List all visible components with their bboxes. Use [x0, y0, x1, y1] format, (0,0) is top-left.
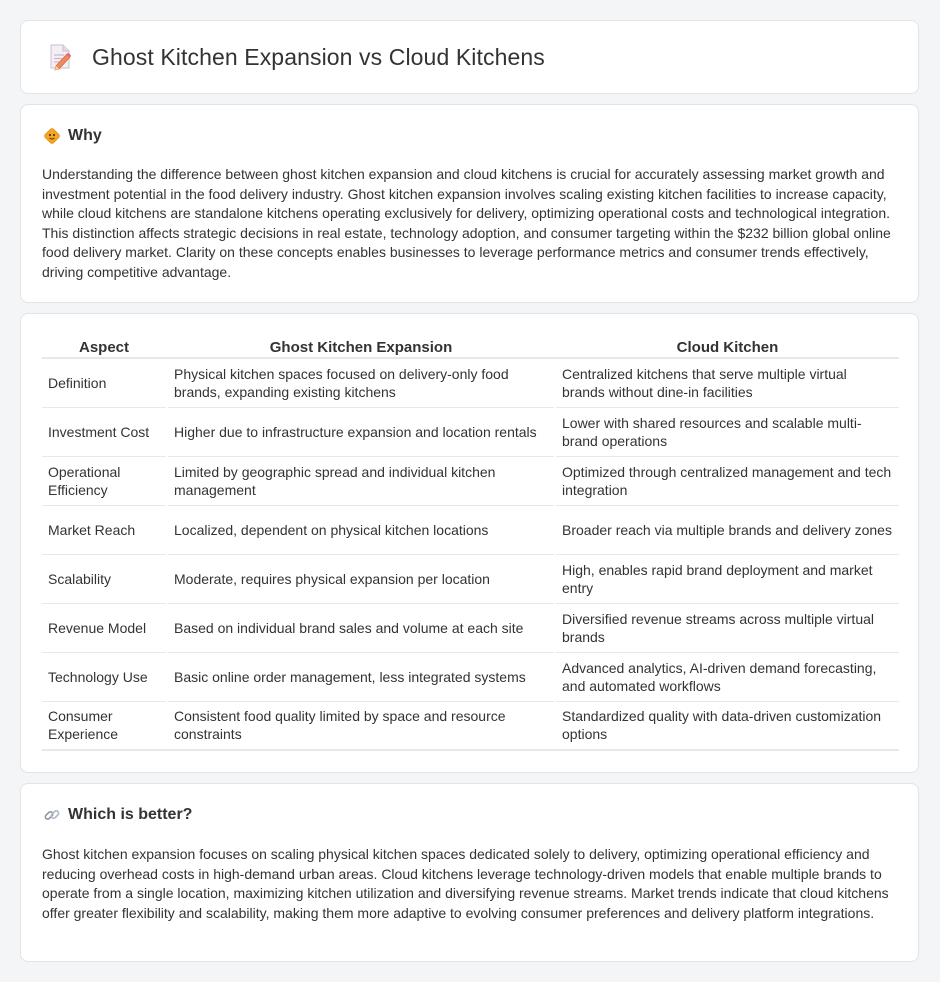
header-aspect: Aspect [42, 335, 167, 358]
table-header-row [42, 335, 899, 358]
comparison-section [20, 313, 919, 773]
header-cloud-kitchen: Cloud Kitchen [555, 335, 899, 358]
row-aspect: Consumer Experience [42, 701, 167, 750]
table-row [42, 505, 899, 554]
row-aspect: Definition [42, 358, 167, 407]
row-aspect: Investment Cost [42, 407, 167, 456]
row-ghost-value: Higher due to infrastructure expansion and location rentals [167, 407, 555, 456]
row-ghost-value: Based on individual brand sales and volume at each site [167, 603, 555, 652]
diamond-sign-icon [43, 127, 61, 145]
table-row [42, 407, 899, 456]
why-header [43, 127, 102, 145]
row-cloud-value: Centralized kitchens that serve multiple virtual brands without dine-in facilities [555, 358, 899, 407]
table-row [42, 358, 899, 407]
row-cloud-value: Diversified revenue streams across multiple virtual brands [555, 603, 899, 652]
link-icon [43, 806, 61, 824]
header-ghost-kitchen: Ghost Kitchen Expansion [167, 335, 555, 358]
row-aspect: Market Reach [42, 505, 167, 554]
row-cloud-value: Lower with shared resources and scalable multi-brand operations [555, 407, 899, 456]
row-aspect: Scalability [42, 554, 167, 603]
table-row [42, 456, 899, 505]
table-row [42, 652, 899, 701]
table-row [42, 701, 899, 750]
row-ghost-value: Physical kitchen spaces focused on delivery-only food brands, expanding existing kitchens [167, 358, 555, 407]
row-cloud-value: High, enables rapid brand deployment and market entry [555, 554, 899, 603]
header-card [20, 20, 919, 94]
row-cloud-value: Standardized quality with data-driven customization options [555, 701, 899, 750]
document-pencil-icon [48, 43, 72, 71]
why-text: Understanding the difference between ghost kitchen expansion and cloud kitchens is crucial for accurately assessing market growth and investment potential in the food delivery industry. Ghost kitchen expansion involves scaling existing kitchen facilities to increase capacity, while cloud kitchens are standalone kitchens operating exclusively for delivery, optimizing operational costs and technological integration. This distinction affects strategic decisions in real estate, technology adoption, and consumer targeting within the $232 billion global online food delivery market. Clarity on these concepts enables businesses to leverage performance metrics and consumer trends effectively, driving competitive advantage. [42, 166, 891, 280]
table-row [42, 554, 899, 603]
row-cloud-value: Optimized through centralized management and tech integration [555, 456, 899, 505]
why-title: Why [68, 127, 102, 144]
row-ghost-value: Localized, dependent on physical kitchen locations [167, 505, 555, 554]
row-aspect: Revenue Model [42, 603, 167, 652]
row-cloud-value: Advanced analytics, AI-driven demand forecasting, and automated workflows [555, 652, 899, 701]
row-aspect: Technology Use [42, 652, 167, 701]
better-text: Ghost kitchen expansion focuses on scaling physical kitchen spaces dedicated solely to delivery, optimizing operational efficiency and reducing overhead costs in high-demand urban areas. Cloud kitchens leverage technology-driven models that enable multiple brands to operate from a single location, maximizing kitchen utilization and diversifying revenue streams. Market trends indicate that cloud kitchens offer greater flexibility and scalability, making them more adaptive to evolving consumer preferences and delivery platform integrations. [42, 846, 889, 921]
row-ghost-value: Limited by geographic spread and individual kitchen management [167, 456, 555, 505]
better-header [43, 806, 192, 824]
row-aspect: Operational Efficiency [42, 456, 167, 505]
row-cloud-value: Broader reach via multiple brands and delivery zones [555, 505, 899, 554]
page-title-row [48, 43, 545, 71]
why-section [20, 104, 919, 303]
table-row [42, 603, 899, 652]
better-title: Which is better? [68, 806, 193, 823]
comparison-table [42, 335, 899, 751]
row-ghost-value: Basic online order management, less integrated systems [167, 652, 555, 701]
which-is-better-section [20, 783, 919, 962]
page-title: Ghost Kitchen Expansion vs Cloud Kitchens [92, 43, 545, 70]
row-ghost-value: Consistent food quality limited by space and resource constraints [167, 701, 555, 750]
row-ghost-value: Moderate, requires physical expansion per location [167, 554, 555, 603]
